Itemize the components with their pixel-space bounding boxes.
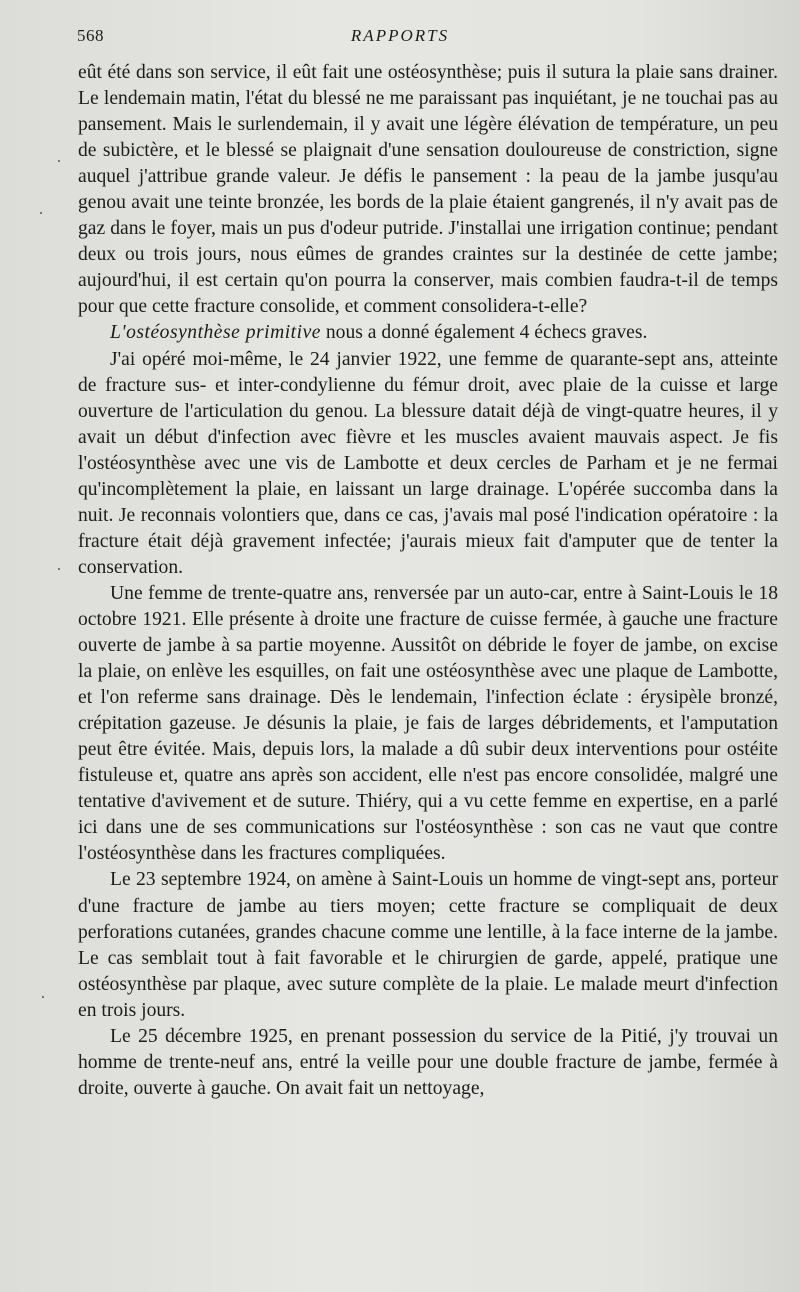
paragraph-4 (78, 581, 778, 868)
page-header (0, 26, 800, 50)
print-speck (58, 568, 60, 570)
running-head: RAPPORTS (350, 26, 450, 45)
paragraph-6-text: Le 25 décembre 1925, en prenant possession du service de la Pitié, j'y trouvai un homme de trente-neuf ans, entré la veille pour une double fracture de jambe, fermée à droite, ouverte à gauche. On avait fait un nettoyage, (78, 1025, 778, 1099)
print-speck (42, 996, 44, 998)
paragraph-1-text: eût été dans son service, il eût fait une ostéosynthèse; puis il sutura la plaie sans drainer. Le lendemain matin, l'état du blessé ne me paraissant pas inquiétant, je ne touchai pas au pansement. Mais le surlendemain, il y avait une légère élévation de température, un peu de subictère, et le blessé se plaignait d'une sensation douloureuse de constriction, signe auquel j'attribue grande valeur. Je défis le pansement : la peau de la jambe jusqu'au genou avait une teinte bronzée, les bords de la plaie étaient gangrenés, il n'y avait pas de gaz dans le foyer, mais un pus d'odeur putride. J'installai une irrigation continue; pendant deux ou trois jours, nous eûmes de grandes craintes sur la destinée de cette jambe; aujourd'hui, il est certain qu'on pourra la conserver, mais combien faudra-t-il de temps pour que cette fracture consolide, et comment consolidera-t-elle? (78, 62, 778, 318)
paragraph-6 (78, 1024, 778, 1102)
paragraph-2-text: nous a donné également 4 échecs graves. (320, 322, 648, 344)
paragraph-2 (78, 320, 778, 346)
paragraph-3 (78, 347, 778, 581)
paragraph-5-text: Le 23 septembre 1924, on amène à Saint-Louis un homme de vingt-sept ans, porteur d'une fracture de jambe au tiers moyen; cette fracture se compliquait de deux perforations cutanées, grandes chacune comme une lentille, à la face interne de la jambe. Le cas semblait tout à fait favorable et le chirurgien de garde, appelé, pratique une ostéosynthèse par plaque, avec suture complète de la plaie. Le malade meurt d'infection en trois jours. (78, 869, 778, 1021)
print-speck (58, 160, 60, 162)
paragraph-3-text: J'ai opéré moi-même, le 24 janvier 1922, une femme de quarante-sept ans, atteinte de fracture sus- et inter-condylienne du fémur droit, avec plaie de la cuisse et large ouverture de l'articulation du genou. La blessure datait déjà de vingt-quatre heures, il y avait un début d'infection avec fièvre et les muscles avaient mauvais aspect. Je fis l'ostéosynthèse avec une vis de Lambotte et deux cercles de Parham et je ne fermai qu'incomplètement la plaie, en laissant un large drainage. L'opérée succomba dans la nuit. Je reconnais volontiers que, dans ce cas, j'avais mal posé l'indication opératoire : la fracture était déjà gravement infectée; j'aurais mieux fait d'amputer que de tenter la conservation. (78, 348, 778, 578)
paragraph-4-text: Une femme de trente-quatre ans, renversée par un auto-car, entre à Saint-Louis le 18 octobre 1921. Elle présente à droite une fracture de cuisse fermée, à gauche une fracture ouverte de jambe à sa partie moyenne. Aussitôt on débride le foyer de jambe, on excise la plaie, on enlève les esquilles, on fait une ostéosynthèse avec une plaque de Lambotte, et l'on referme sans drainage. Dès le lendemain, l'infection éclate : érysipèle bronzé, crépitation gazeuse. Je désunis la plaie, je fais de larges débridements, et l'amputation peut être évitée. Mais, depuis lors, la malade a dû subir deux interventions pour ostéite fistuleuse et, quatre ans après son accident, elle n'est pas encore consolidée, malgré une tentative d'avivement et de suture. Thiéry, qui a vu cette femme en expertise, en a parlé ici dans une de ses communications sur l'ostéosynthèse : son cas ne vaut que contre l'ostéosynthèse dans les fractures compliquées. (78, 582, 778, 865)
body-text (78, 60, 778, 1102)
paragraph-2-italic-lead: L'ostéosynthèse primitive (110, 322, 321, 344)
paragraph-5 (78, 867, 778, 1023)
print-speck (40, 212, 42, 214)
page-number: 568 (77, 26, 104, 45)
paragraph-1 (78, 60, 778, 320)
